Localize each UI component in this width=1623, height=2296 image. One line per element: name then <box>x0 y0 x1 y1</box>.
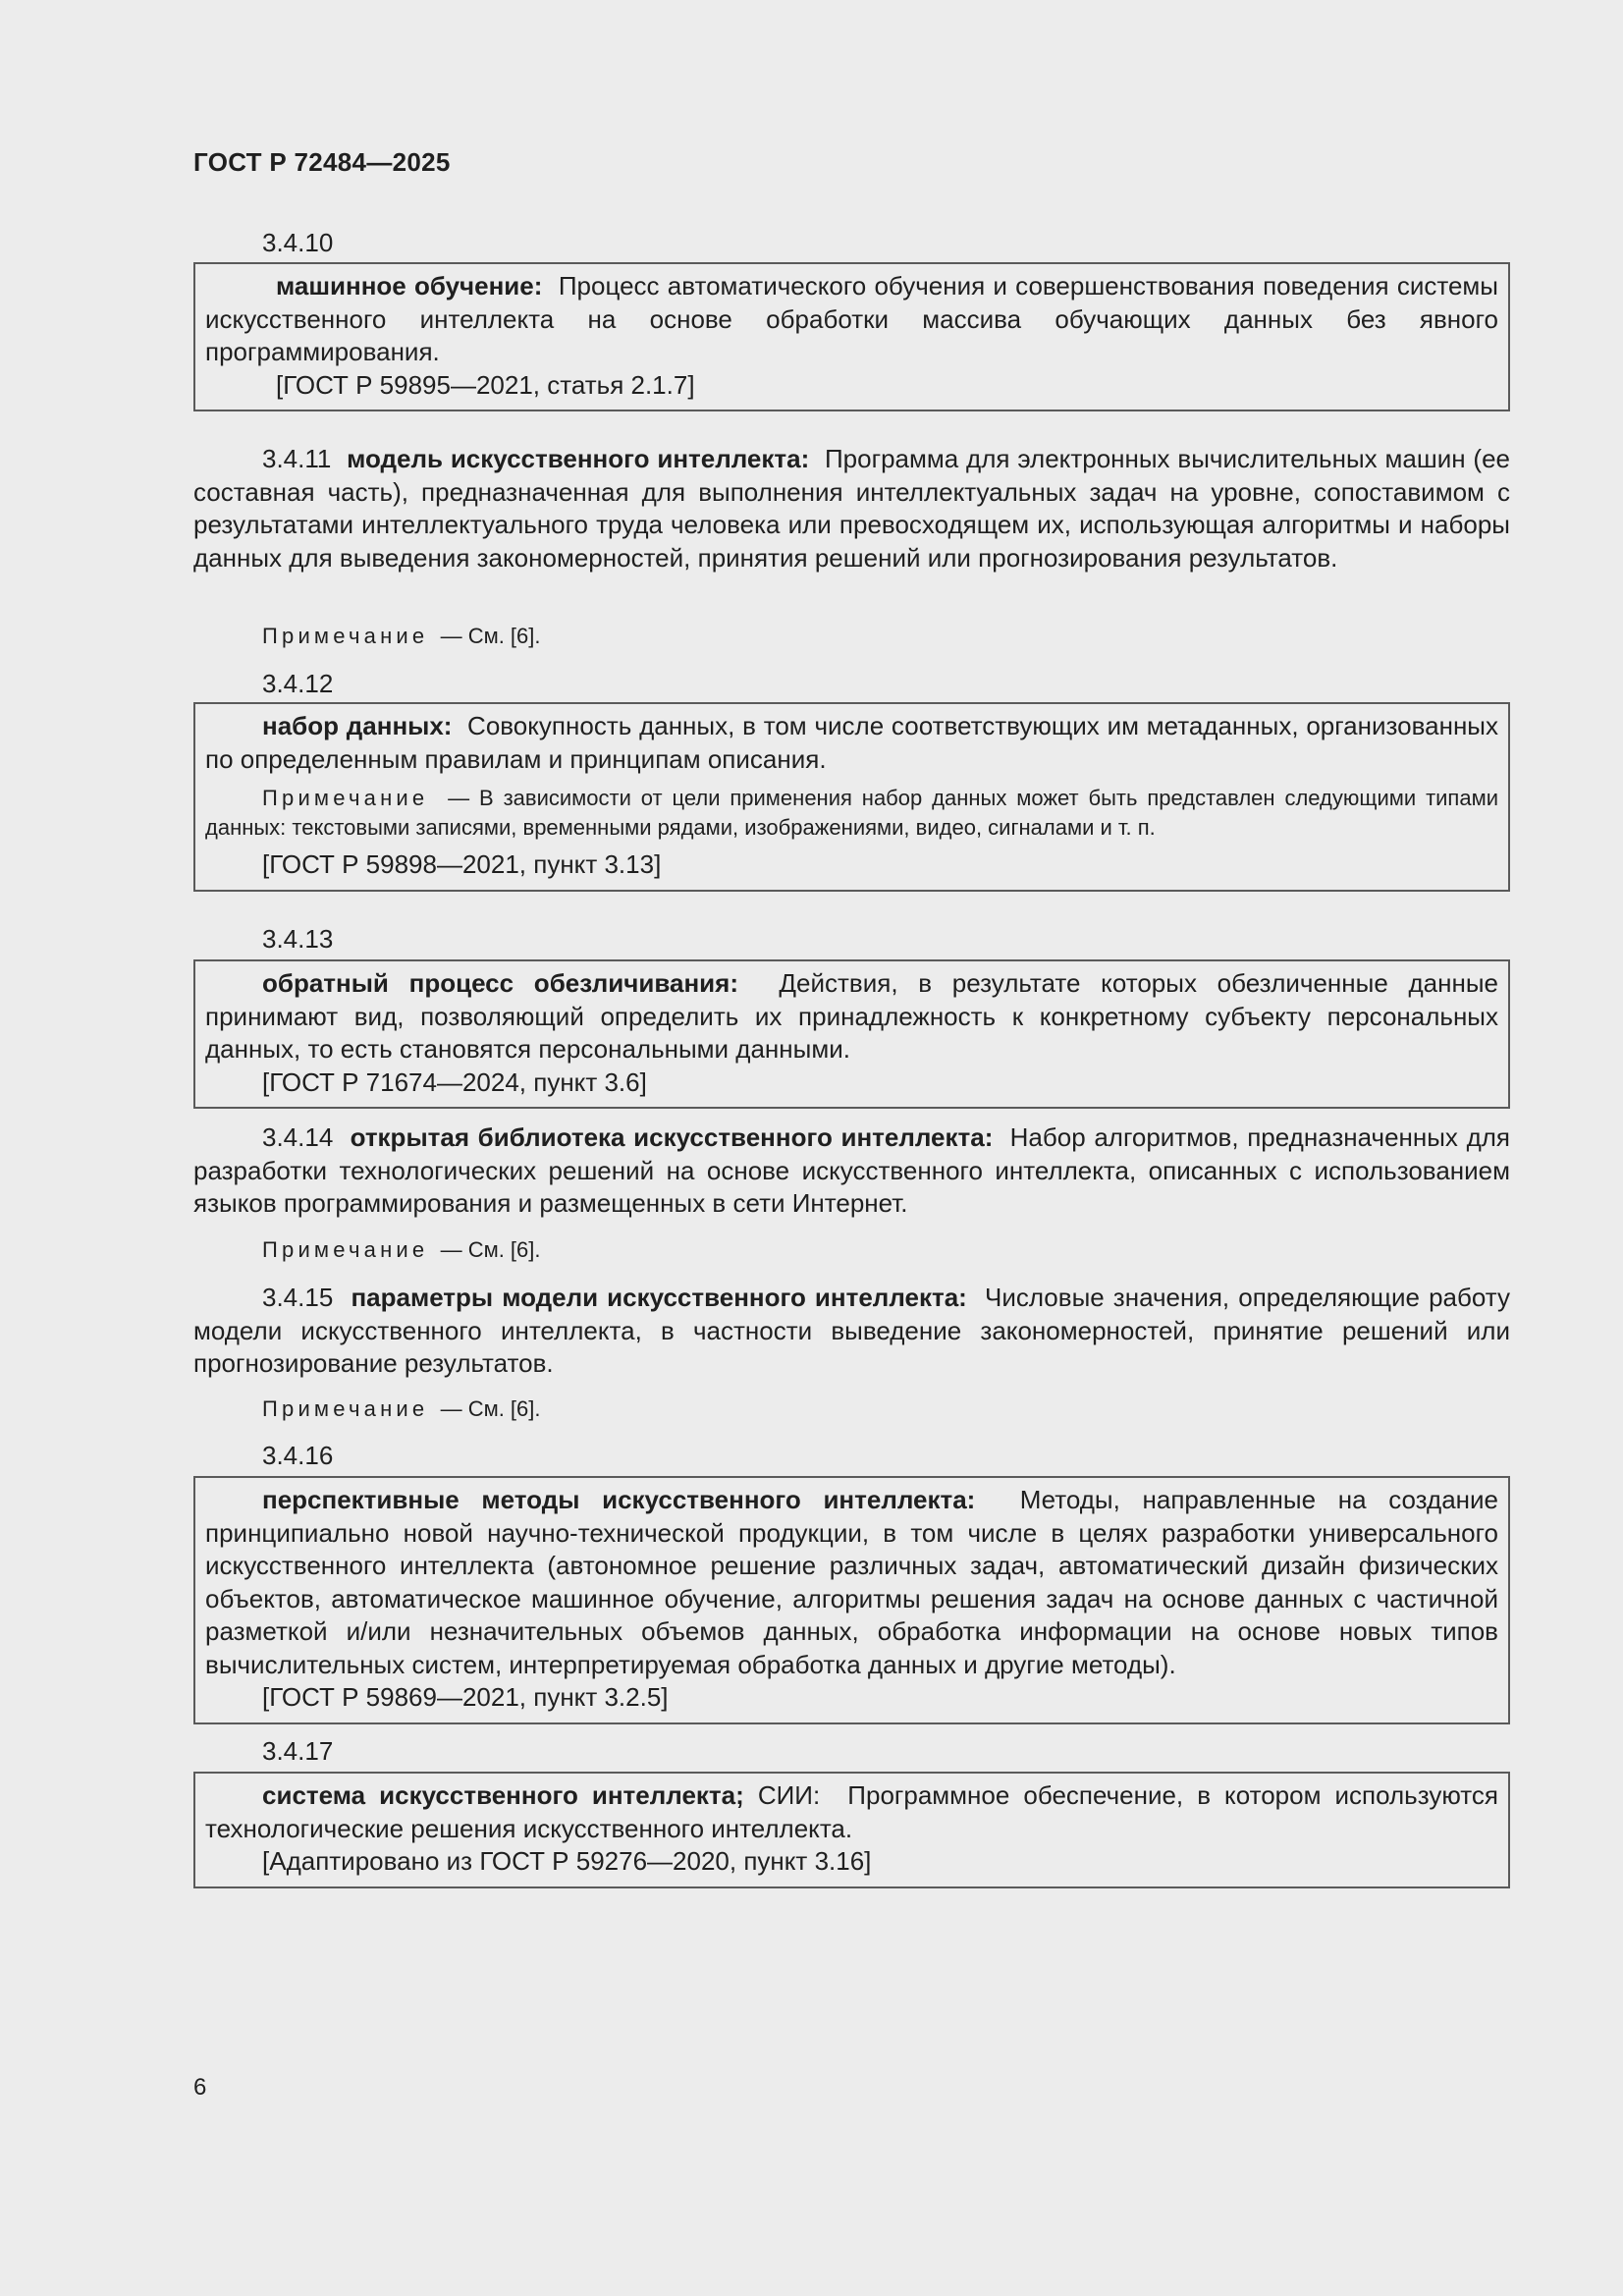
entry-3-4-17-source: [Адаптировано из ГОСТ Р 59276—2020, пункт 3.16] <box>262 1846 872 1876</box>
entry-3-4-17-number: 3.4.17 <box>262 1736 334 1766</box>
entry-3-4-11-term: модель искусственного интеллекта: <box>347 444 810 473</box>
note-text: — В зависимости от цели применения набор данных может быть представлен следующими типами данных: текстовыми записями, временными рядами, изображениями, видео, сигналами и т. п. <box>205 786 1498 840</box>
entry-3-4-17-box <box>193 1772 1510 1888</box>
entry-3-4-16-number: 3.4.16 <box>262 1441 334 1470</box>
note-text: — См. [6]. <box>440 1396 541 1421</box>
entry-3-4-14-term: открытая библиотека искусственного интеллекта: <box>350 1122 994 1152</box>
entry-3-4-14-definition <box>193 1121 1510 1221</box>
entry-3-4-16-box <box>193 1476 1510 1724</box>
entry-3-4-12-box <box>193 702 1510 892</box>
page-number: 6 <box>193 2074 207 2101</box>
entry-3-4-12-note <box>205 784 1498 843</box>
entry-3-4-14-text: Набор алгоритмов, предназначенных для разработки технологических решений на основе искусственного интеллекта, описанных с использованием языков программирования и размещенных в сети Интернет. <box>193 1122 1510 1218</box>
entry-3-4-16-text: Методы, направленные на создание принципиально новой научно-технической продукции, в том числе в целях разработки универсального искусственного интеллекта (автономное решение различных задач, автоматический дизайн физических объектов, автоматическое машинное обучение, алгоритмы решения задач на основе данных с частичной разметкой и/или незначительных объемов данных, обработка информации на основе новых типов вычислительных систем, интерпретируемая обработка данных и другие методы). <box>205 1485 1498 1679</box>
entry-3-4-11-definition <box>193 443 1510 574</box>
entry-3-4-12-source: [ГОСТ Р 59898—2021, пункт 3.13] <box>262 849 662 879</box>
entry-3-4-16-definition <box>205 1484 1498 1681</box>
note-text: — См. [6]. <box>440 624 541 648</box>
entry-3-4-11-number: 3.4.11 <box>262 444 332 473</box>
note-label: Примечание <box>262 786 429 810</box>
entry-3-4-15-note <box>262 1394 541 1424</box>
entry-3-4-12-term: набор данных: <box>262 711 453 740</box>
note-text: — См. [6]. <box>440 1237 541 1262</box>
entry-3-4-16-source: [ГОСТ Р 59869—2021, пункт 3.2.5] <box>262 1682 669 1712</box>
entry-3-4-15-number: 3.4.15 <box>262 1283 334 1312</box>
entry-3-4-13-source: [ГОСТ Р 71674—2024, пункт 3.6] <box>262 1066 647 1097</box>
entry-3-4-12-text: Совокупность данных, в том числе соответствующих им метаданных, организованных по определенным правилам и принципам описания. <box>205 711 1498 774</box>
document-code-header: ГОСТ Р 72484—2025 <box>193 147 451 177</box>
entry-3-4-10-text: Процесс автоматического обучения и совершенствования поведения системы искусственного интеллекта на основе обработки массива обучающих данных без явного программирования. <box>205 271 1498 366</box>
entry-3-4-17-definition <box>205 1779 1498 1845</box>
entry-3-4-12-definition <box>205 710 1498 776</box>
entry-3-4-13-term: обратный процесс обезличивания: <box>262 968 738 998</box>
entry-3-4-17-term: система искусственного интеллекта; <box>262 1780 744 1810</box>
entry-3-4-15-definition <box>193 1282 1510 1381</box>
entry-3-4-12-number: 3.4.12 <box>262 669 334 698</box>
note-label: Примечание <box>262 1396 429 1421</box>
entry-3-4-15-text: Числовые значения, определяющие работу модели искусственного интеллекта, в частности выведение закономерностей, принятие решений или прогнозирование результатов. <box>193 1283 1510 1378</box>
entry-3-4-10-source: [ГОСТ Р 59895—2021, статья 2.1.7] <box>276 369 695 400</box>
entry-3-4-10-number: 3.4.10 <box>262 228 334 257</box>
note-label: Примечание <box>262 624 429 648</box>
entry-3-4-10-definition <box>205 270 1498 369</box>
entry-3-4-14-note <box>262 1235 541 1265</box>
entry-3-4-16-term: перспективные методы искусственного интеллекта: <box>262 1485 976 1514</box>
entry-3-4-17-text: Программное обеспечение, в котором используются технологические решения искусственного интеллекта. <box>205 1780 1498 1843</box>
note-label: Примечание <box>262 1237 429 1262</box>
entry-3-4-10-term: машинное обучение: <box>276 271 543 301</box>
entry-3-4-10-box <box>193 262 1510 411</box>
entry-3-4-15-term: параметры модели искусственного интеллекта: <box>351 1283 967 1312</box>
entry-3-4-11-text: Программа для электронных вычислительных машин (ее составная часть), предназначенная для выполнения интеллектуальных задач на уровне, сопоставимом с результатами интеллектуального труда человека или превосходящем их, использующая алгоритмы и наборы данных для выведения закономерностей, принятия решений или прогнозирования результатов. <box>193 444 1511 573</box>
entry-3-4-17-abbrev: СИИ: <box>757 1780 821 1810</box>
entry-3-4-13-text: Действия, в результате которых обезличенные данные принимают вид, позволяющий определить их принадлежность к конкретному субъекту персональных данных, то есть становятся персональными данными. <box>205 968 1498 1064</box>
entry-3-4-14-number: 3.4.14 <box>262 1122 334 1152</box>
entry-3-4-13-number: 3.4.13 <box>262 924 334 954</box>
entry-3-4-11-note <box>262 622 541 651</box>
entry-3-4-13-definition <box>205 967 1498 1066</box>
entry-3-4-13-box <box>193 959 1510 1109</box>
